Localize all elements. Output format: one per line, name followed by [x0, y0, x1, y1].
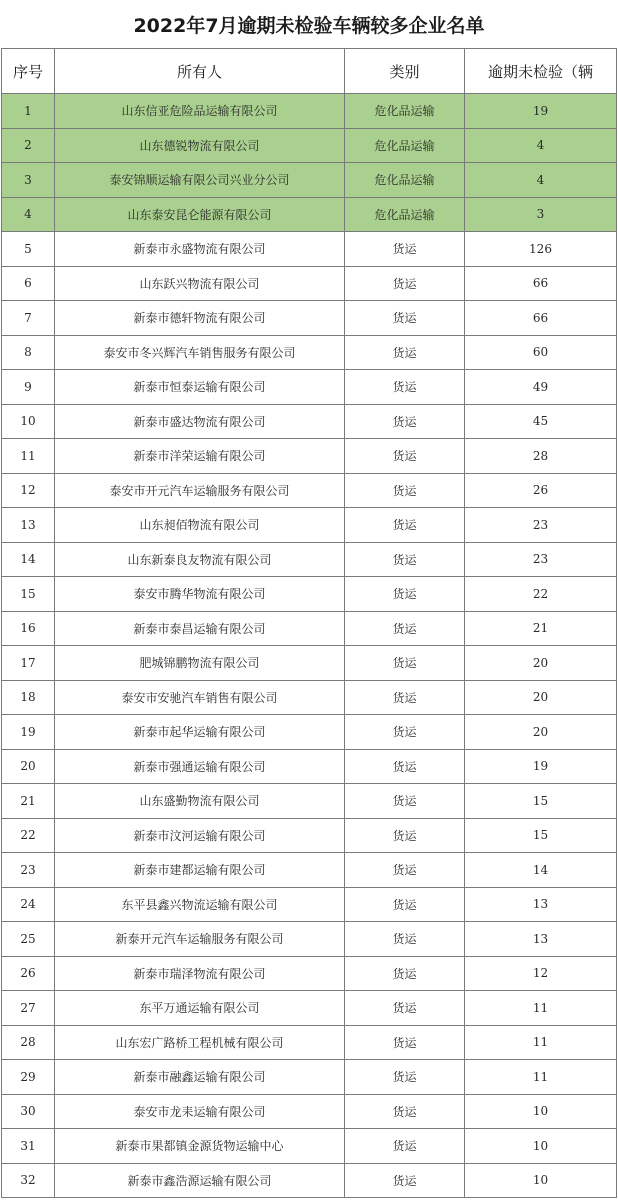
- cell-seq: 26: [2, 956, 55, 991]
- cell-seq: 19: [2, 715, 55, 750]
- cell-seq: 20: [2, 749, 55, 784]
- cell-owner: 新泰市建都运输有限公司: [55, 853, 345, 888]
- cell-count: 14: [465, 853, 617, 888]
- cell-seq: 22: [2, 818, 55, 853]
- cell-seq: 5: [2, 232, 55, 267]
- cell-seq: 12: [2, 473, 55, 508]
- overdue-inspection-table: [1, 48, 617, 1198]
- table-row: [2, 404, 617, 439]
- cell-owner: 新泰市盛达物流有限公司: [55, 404, 345, 439]
- table-row: [2, 301, 617, 336]
- table-row: [2, 922, 617, 957]
- cell-count: 3: [465, 197, 617, 232]
- cell-count: 19: [465, 94, 617, 129]
- cell-seq: 31: [2, 1129, 55, 1164]
- cell-owner: 新泰开元汽车运输服务有限公司: [55, 922, 345, 957]
- cell-owner: 山东泰安昆仑能源有限公司: [55, 197, 345, 232]
- cell-seq: 27: [2, 991, 55, 1026]
- table-row: [2, 266, 617, 301]
- cell-owner: 新泰市果都镇金源货物运输中心: [55, 1129, 345, 1164]
- cell-type: 货运: [345, 473, 465, 508]
- cell-owner: 新泰市起华运输有限公司: [55, 715, 345, 750]
- table-row: [2, 1163, 617, 1198]
- cell-seq: 2: [2, 128, 55, 163]
- header-type: 类别: [345, 49, 465, 94]
- document-title: 2022年7月逾期未检验车辆较多企业名单: [133, 14, 485, 37]
- cell-owner: 新泰市德轩物流有限公司: [55, 301, 345, 336]
- cell-type: 货运: [345, 922, 465, 957]
- cell-type: 货运: [345, 680, 465, 715]
- table-row: [2, 542, 617, 577]
- table-row: [2, 473, 617, 508]
- cell-seq: 6: [2, 266, 55, 301]
- cell-type: 货运: [345, 301, 465, 336]
- cell-type: 货运: [345, 508, 465, 543]
- cell-type: 货运: [345, 1094, 465, 1129]
- cell-count: 23: [465, 542, 617, 577]
- cell-owner: 泰安市安驰汽车销售有限公司: [55, 680, 345, 715]
- cell-count: 15: [465, 818, 617, 853]
- table-row: [2, 680, 617, 715]
- cell-type: 货运: [345, 991, 465, 1026]
- cell-seq: 4: [2, 197, 55, 232]
- cell-owner: 泰安市腾华物流有限公司: [55, 577, 345, 612]
- cell-count: 20: [465, 715, 617, 750]
- cell-count: 15: [465, 784, 617, 819]
- cell-type: 货运: [345, 887, 465, 922]
- cell-count: 4: [465, 128, 617, 163]
- cell-owner: 泰安市龙耒运输有限公司: [55, 1094, 345, 1129]
- cell-owner: 新泰市洋荣运输有限公司: [55, 439, 345, 474]
- cell-owner: 新泰市鑫浩源运输有限公司: [55, 1163, 345, 1198]
- cell-seq: 9: [2, 370, 55, 405]
- cell-owner: 山东新泰良友物流有限公司: [55, 542, 345, 577]
- table-row: [2, 1129, 617, 1164]
- cell-count: 20: [465, 646, 617, 681]
- table-row: [2, 784, 617, 819]
- cell-count: 12: [465, 956, 617, 991]
- table-row: [2, 232, 617, 267]
- cell-type: 货运: [345, 1025, 465, 1060]
- cell-seq: 28: [2, 1025, 55, 1060]
- cell-owner: 山东跃兴物流有限公司: [55, 266, 345, 301]
- cell-count: 19: [465, 749, 617, 784]
- cell-seq: 15: [2, 577, 55, 612]
- cell-count: 4: [465, 163, 617, 198]
- table-row: [2, 715, 617, 750]
- cell-count: 13: [465, 922, 617, 957]
- cell-count: 60: [465, 335, 617, 370]
- cell-count: 23: [465, 508, 617, 543]
- cell-count: 11: [465, 991, 617, 1026]
- cell-type: 货运: [345, 749, 465, 784]
- cell-count: 66: [465, 266, 617, 301]
- cell-type: 货运: [345, 853, 465, 888]
- cell-type: 危化品运输: [345, 94, 465, 129]
- cell-owner: 新泰市泰昌运输有限公司: [55, 611, 345, 646]
- cell-seq: 25: [2, 922, 55, 957]
- cell-type: 货运: [345, 335, 465, 370]
- cell-count: 28: [465, 439, 617, 474]
- table-row: [2, 1094, 617, 1129]
- cell-owner: 泰安市开元汽车运输服务有限公司: [55, 473, 345, 508]
- cell-owner: 泰安锦顺运输有限公司兴业分公司: [55, 163, 345, 198]
- table-row: [2, 749, 617, 784]
- cell-type: 货运: [345, 646, 465, 681]
- table-row: [2, 94, 617, 129]
- cell-owner: 东平县鑫兴物流运输有限公司: [55, 887, 345, 922]
- cell-owner: 泰安市冬兴辉汽车销售服务有限公司: [55, 335, 345, 370]
- cell-type: 危化品运输: [345, 128, 465, 163]
- table-row: [2, 1025, 617, 1060]
- cell-seq: 7: [2, 301, 55, 336]
- cell-owner: 山东昶佰物流有限公司: [55, 508, 345, 543]
- table-row: [2, 335, 617, 370]
- cell-type: 货运: [345, 404, 465, 439]
- cell-type: 货运: [345, 266, 465, 301]
- cell-type: 危化品运输: [345, 197, 465, 232]
- header-count: 逾期未检验（辆: [465, 49, 617, 94]
- cell-type: 货运: [345, 577, 465, 612]
- cell-seq: 30: [2, 1094, 55, 1129]
- cell-type: 货运: [345, 715, 465, 750]
- cell-type: 货运: [345, 818, 465, 853]
- cell-seq: 10: [2, 404, 55, 439]
- cell-count: 10: [465, 1094, 617, 1129]
- table-row: [2, 887, 617, 922]
- table-row: [2, 853, 617, 888]
- table-row: [2, 818, 617, 853]
- cell-owner: 新泰市汶河运输有限公司: [55, 818, 345, 853]
- cell-seq: 8: [2, 335, 55, 370]
- cell-count: 10: [465, 1163, 617, 1198]
- cell-type: 货运: [345, 439, 465, 474]
- cell-seq: 13: [2, 508, 55, 543]
- cell-owner: 山东盛勤物流有限公司: [55, 784, 345, 819]
- table-row: [2, 439, 617, 474]
- cell-owner: 东平万通运输有限公司: [55, 991, 345, 1026]
- cell-owner: 山东宏广路桥工程机械有限公司: [55, 1025, 345, 1060]
- table-row: [2, 163, 617, 198]
- cell-owner: 肥城锦鹏物流有限公司: [55, 646, 345, 681]
- cell-type: 货运: [345, 1060, 465, 1095]
- cell-seq: 14: [2, 542, 55, 577]
- cell-type: 货运: [345, 370, 465, 405]
- cell-seq: 18: [2, 680, 55, 715]
- table-row: [2, 577, 617, 612]
- header-owner: 所有人: [55, 49, 345, 94]
- cell-seq: 24: [2, 887, 55, 922]
- cell-type: 货运: [345, 542, 465, 577]
- cell-seq: 3: [2, 163, 55, 198]
- cell-seq: 21: [2, 784, 55, 819]
- cell-count: 13: [465, 887, 617, 922]
- cell-count: 66: [465, 301, 617, 336]
- cell-type: 货运: [345, 1129, 465, 1164]
- table-row: [2, 1060, 617, 1095]
- cell-count: 11: [465, 1025, 617, 1060]
- table-row: [2, 646, 617, 681]
- cell-type: 货运: [345, 1163, 465, 1198]
- cell-owner: 新泰市强通运输有限公司: [55, 749, 345, 784]
- header-seq: 序号: [2, 49, 55, 94]
- cell-seq: 32: [2, 1163, 55, 1198]
- table-row: [2, 128, 617, 163]
- cell-count: 49: [465, 370, 617, 405]
- cell-type: 货运: [345, 232, 465, 267]
- cell-seq: 16: [2, 611, 55, 646]
- cell-owner: 新泰市恒泰运输有限公司: [55, 370, 345, 405]
- cell-owner: 山东德锐物流有限公司: [55, 128, 345, 163]
- table-row: [2, 991, 617, 1026]
- table-row: [2, 370, 617, 405]
- table-row: [2, 956, 617, 991]
- cell-seq: 23: [2, 853, 55, 888]
- cell-type: 货运: [345, 611, 465, 646]
- cell-count: 21: [465, 611, 617, 646]
- cell-count: 20: [465, 680, 617, 715]
- cell-owner: 新泰市融鑫运输有限公司: [55, 1060, 345, 1095]
- table-row: [2, 611, 617, 646]
- cell-seq: 1: [2, 94, 55, 129]
- cell-seq: 17: [2, 646, 55, 681]
- cell-seq: 11: [2, 439, 55, 474]
- table-row: [2, 508, 617, 543]
- cell-count: 26: [465, 473, 617, 508]
- cell-owner: 新泰市永盛物流有限公司: [55, 232, 345, 267]
- cell-owner: 山东信亚危险品运输有限公司: [55, 94, 345, 129]
- cell-count: 11: [465, 1060, 617, 1095]
- table-row: [2, 197, 617, 232]
- cell-type: 货运: [345, 784, 465, 819]
- table-header-row: [2, 49, 617, 94]
- cell-type: 危化品运输: [345, 163, 465, 198]
- cell-owner: 新泰市瑞泽物流有限公司: [55, 956, 345, 991]
- cell-seq: 29: [2, 1060, 55, 1095]
- cell-count: 45: [465, 404, 617, 439]
- cell-count: 126: [465, 232, 617, 267]
- cell-count: 10: [465, 1129, 617, 1164]
- cell-type: 货运: [345, 956, 465, 991]
- cell-count: 22: [465, 577, 617, 612]
